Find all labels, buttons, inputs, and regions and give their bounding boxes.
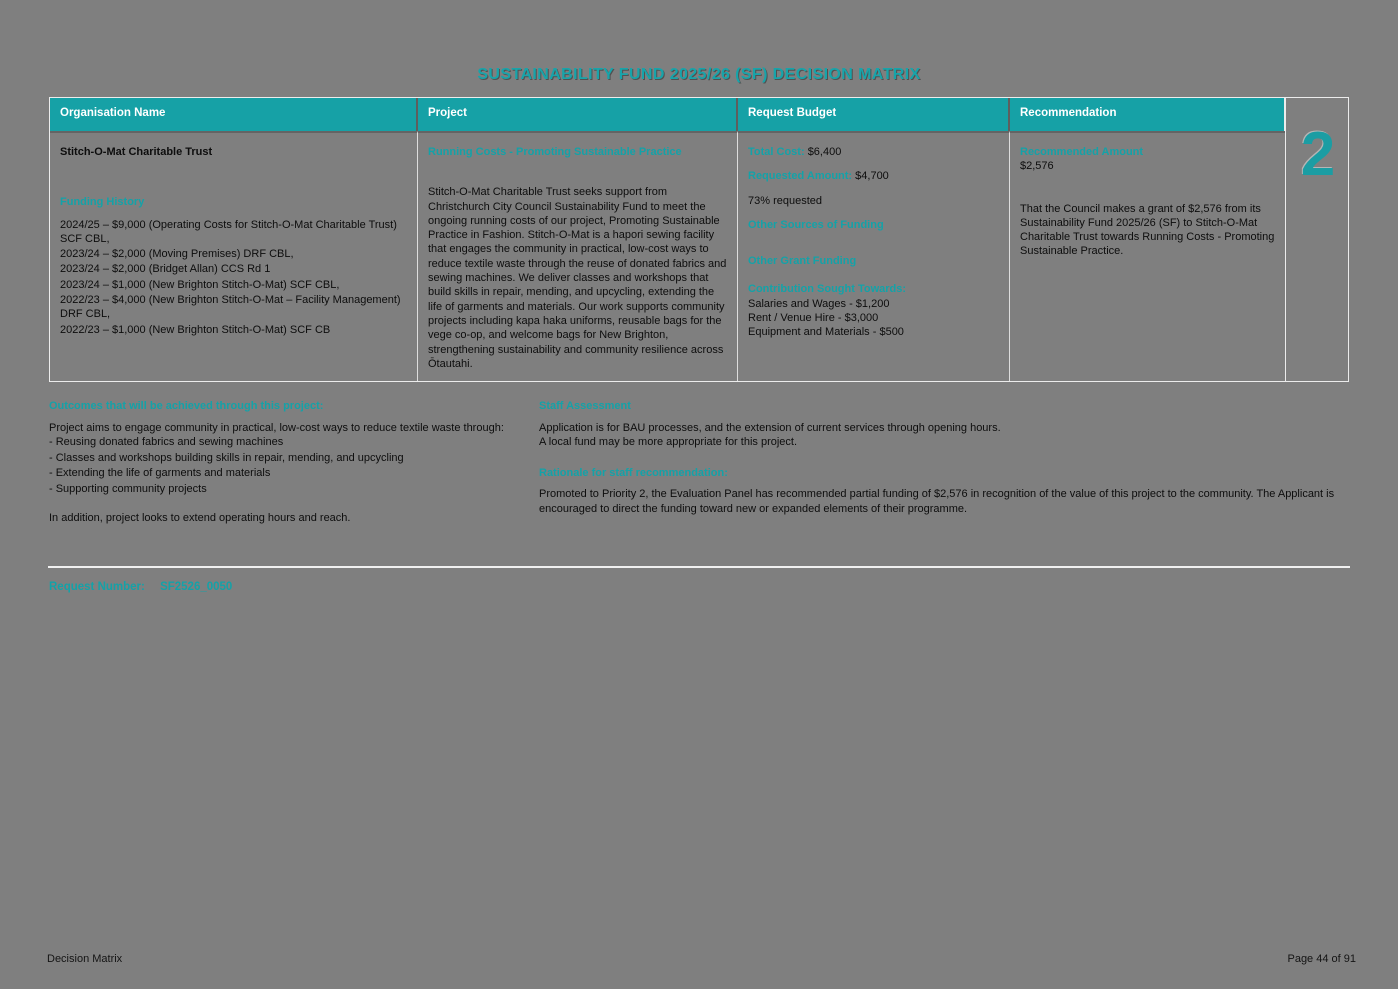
rationale-text: Promoted to Priority 2, the Evaluation Panel has recommended partial funding of $2,576 in recognition of the value of this project to the community. The Applicant is encouraged to direct the funding toward new or expanded elements of their programme. [539, 488, 1335, 515]
outcome-bullet: - Extending the life of garments and materials [49, 467, 271, 480]
request-number-label: Request Number: [49, 580, 145, 593]
page-title: SUSTAINABILITY FUND 2025/26 (SF) DECISION MATRIX [477, 66, 921, 83]
recommendation-cell [1010, 131, 1285, 381]
recommended-amount-value: $2,576 [1020, 160, 1054, 173]
organisation-cell [50, 131, 418, 381]
project-cell [418, 131, 738, 381]
recommendation-text: That the Council makes a grant of $2,576 from its Sustainability Fund 2025/26 (SF) to Stitch-O-Mat Charitable Trust towards Running Costs - Promoting Sustainable Practice. [1020, 202, 1275, 258]
column-header-organisation: Organisation Name [50, 98, 418, 131]
rationale-heading: Rationale for staff recommendation: [539, 466, 728, 479]
staff-assessment-heading: Staff Assessment [539, 400, 631, 413]
outcomes-bullets [49, 435, 539, 496]
outcomes-intro: Project aims to engage community in practical, low-cost ways to reduce textile waste through: [49, 421, 504, 434]
funding-history-item: 2022/23 – $4,000 (New Brighton Stitch-O-Mat – Facility Management) DRF CBL, [60, 294, 401, 321]
funding-history-item: 2023/24 – $2,000 (Moving Premises) DRF CBL, [60, 248, 294, 261]
decision-matrix-table [49, 97, 1349, 382]
contribution-item: Salaries and Wages - $1,200 [748, 297, 890, 310]
outcome-bullet: - Reusing donated fabrics and sewing machines [49, 436, 284, 449]
contribution-heading: Contribution Sought Towards: [748, 283, 907, 296]
outcomes-heading: Outcomes that will be achieved through this project: [49, 400, 324, 413]
request-number-row [49, 581, 1349, 593]
column-header-budget: Request Budget [738, 98, 1010, 131]
funding-history-item: 2024/25 – $9,000 (Operating Costs for Stitch-O-Mat Charitable Trust) SCF CBL, [60, 218, 397, 245]
total-cost-label: Total Cost: [748, 146, 805, 158]
priority-cell [1285, 98, 1350, 381]
requested-amount-row [748, 169, 999, 183]
column-header-project: Project [418, 98, 738, 131]
funding-history-item: 2023/24 – $1,000 (New Brighton Stitch-O-Mat) SCF CBL, [60, 278, 340, 291]
project-description: Stitch-O-Mat Charitable Trust seeks support from Christchurch City Council Sustainability Fund to meet the ongoing running costs of our project, Promoting Sustainable Practice in Fashion. Stitch-O-Mat is a hapori sewing facility that engages the community in practical, low-cost ways to reduce textile waste through the reuse of donated fabrics and sewing machines. We deliver classes and workshops that build skills in repair, mending, and upcycling, extending the life of garments and materials. Our work supports community projects including kapa haka uniforms, reusable bags for the vege co-op, and welcome bags for New Brighton, strengthening sustainability and community resilience across Ōtautahi. [428, 186, 727, 370]
organisation-name: Stitch-O-Mat Charitable Trust [60, 146, 213, 158]
requested-amount-value: $4,700 [855, 170, 889, 183]
section-divider [48, 566, 1350, 568]
other-grant-heading: Other Grant Funding [748, 255, 857, 268]
funding-history-item: 2022/23 – $1,000 (New Brighton Stitch-O-Mat) SCF CB [60, 323, 331, 336]
staff-assessment-block [539, 399, 1349, 526]
staff-assessment-line: Application is for BAU processes, and the extension of current services through opening hours. [539, 421, 1001, 434]
percent-requested: 73% requested [748, 194, 822, 207]
assessment-section [49, 399, 1349, 526]
funding-history-item: 2023/24 – $2,000 (Bridget Allan) CCS Rd 1 [60, 263, 271, 276]
budget-cell [738, 131, 1010, 381]
other-sources-heading: Other Sources of Funding [748, 218, 884, 231]
priority-rank: 2 [1300, 120, 1336, 189]
footer-document-title: Decision Matrix [47, 953, 123, 965]
outcome-bullet: - Classes and workshops building skills in repair, mending, and upcycling [49, 451, 404, 464]
rationale-block [539, 466, 1349, 517]
outcomes-block [49, 399, 539, 526]
total-cost-row [748, 145, 999, 159]
staff-assessment-line: A local fund may be more appropriate for this project. [539, 436, 798, 449]
project-title: Running Costs - Promoting Sustainable Practice [428, 146, 682, 158]
funding-history-heading: Funding History [60, 196, 145, 209]
column-header-recommendation: Recommendation [1010, 98, 1285, 131]
recommended-amount-heading: Recommended Amount [1020, 146, 1144, 158]
outcome-bullet: - Supporting community projects [49, 482, 207, 495]
outcomes-extra: In addition, project looks to extend operating hours and reach. [49, 512, 351, 525]
footer-page-number: Page 44 of 91 [1287, 953, 1356, 965]
request-number-value: SF2526_0050 [160, 580, 233, 593]
contribution-item: Equipment and Materials - $500 [748, 326, 904, 339]
requested-amount-label: Requested Amount: [748, 170, 853, 183]
contribution-item: Rent / Venue Hire - $3,000 [748, 312, 879, 325]
total-cost-value: $6,400 [807, 146, 842, 158]
